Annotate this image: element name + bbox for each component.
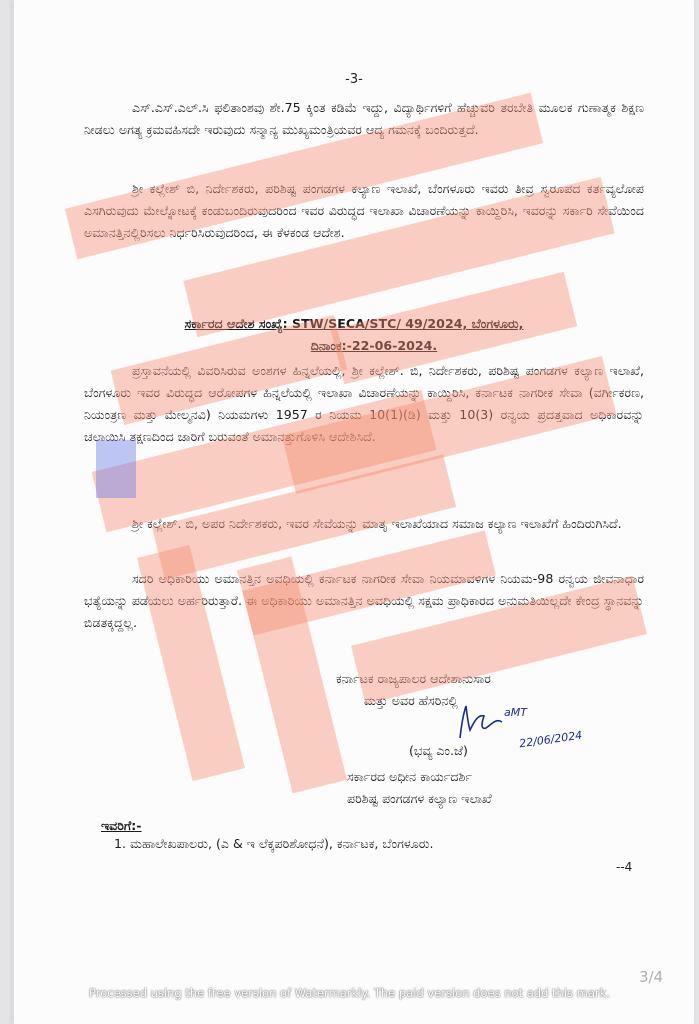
- paragraph-ssLC-results: ಎಸ್.ಎಸ್.ಎಲ್.ಸಿ ಫಲಿತಾಂಶವು ಶೇ.75 ಕ್ಕಿಂತ ಕಡಿಮೆ ಇದ್ದು, ವಿದ್ಯಾರ್ಥಿಗಳಿಗೆ ಹೆಚ್ಚುವರಿ ತರಬೇತಿ ಮೂಲಕ ಗುಣಾತ್ಮಕ ಶಿಕ್ಷಣ ನೀಡಲು ಅಗತ್ಯ ಕ್ರಮವಹಿಸದೇ ಇರುವುದು ಸನ್ಮಾನ್ಯ ಮುಖ್ಯಮಂತ್ರಿಯವರ ಆದ್ಯ ಗಮನಕ್ಕೆ ಬಂದಿರುತ್ತದೆ.: [84, 100, 644, 137]
- signature-line-governor: ಕರ್ನಾಟಕ ರಾಜ್ಯಪಾಲರ ಆದೇಶಾನುಸಾರ: [336, 671, 491, 686]
- document-page: [14, 0, 694, 1024]
- watermark-blue-patch: [96, 440, 136, 498]
- signer-name: (ಭವ್ಯ ಎಂ.ಜೆ): [409, 743, 468, 758]
- paragraph-service-returned: ಶ್ರೀ ಕಲ್ಲೇಶ್. ಬಿ, ಅಪರ ನಿರ್ದೇಶಕರು, ಇವರ ಸೇವೆಯನ್ನು ಮಾತೃ ಇಲಾಖೆಯಾದ ಸಮಾಜ ಕಲ್ಯಾಣ ಇಲಾಖೆಗೆ ಹಿಂದಿರುಗಿಸಿದೆ.: [132, 516, 622, 531]
- signature-initials: aMT: [504, 706, 527, 719]
- order-number: ಸರ್ಕಾರದ ಆದೇಶ ಸಂಖ್ಯೆ: STW/SECA/STC/ 49/2024, ಬೆಂಗಳೂರು,: [184, 316, 524, 331]
- watermark-notice: Processed using the free version of Watermarkly. The paid version does not add this mark.: [89, 986, 610, 1000]
- signer-department: ಪರಿಶಿಷ್ಟ ಪಂಗಡಗಳ ಕಲ್ಯಾಣ ಇಲಾಖೆ: [347, 791, 492, 806]
- paragraph-subsistence-allowance: ಸದರಿ ಅಧಿಕಾರಿಯು ಅಮಾನತ್ತಿನ ಅವಧಿಯಲ್ಲಿ ಕರ್ನಾಟಕ ನಾಗರೀಕ ಸೇವಾ ನಿಯಮಾವಳಿಗಳ ನಿಯಮ-98 ರನ್ವಯ ಜೀವನಾಧಾರ ಭತ್ಯೆಯನ್ನು ಪಡೆಯಲು ಅರ್ಹರಿರುತ್ತಾರೆ. ಈ ಅಧಿಕಾರಿಯು ಅಮಾನತ್ತಿನ ಅವಧಿಯಲ್ಲಿ ಸಕ್ಷಮ ಪ್ರಾಧಿಕಾರದ ಅನುಮತಿಯಿಲ್ಲದೇ ಕೇಂದ್ರ ಸ್ಥಾನವನ್ನು ಬಿಡತಕ್ಕದ್ದಲ್ಲ.: [84, 571, 644, 630]
- order-date: ದಿನಾಂಕ:-22-06-2024.: [310, 338, 438, 353]
- page-count: 3/4: [639, 968, 664, 986]
- paragraph-suspension-order: ಪ್ರಸ್ತಾವನೆಯಲ್ಲಿ ವಿವರಿಸಿರುವ ಅಂಶಗಳ ಹಿನ್ನಲೆಯಲ್ಲಿ, ಶ್ರೀ ಕಲ್ಲೇಶ್. ಬಿ, ನಿರ್ದೇಶಕರು, ಪರಿಶಿಷ್ಟ ಪಂಗಡಗಳ ಕಲ್ಯಾಣ ಇಲಾಖೆ, ಬೆಂಗಳೂರು ಇವರ ವಿರುದ್ಧದ ಆರೋಪಗಳ ಹಿನ್ನಲೆಯಲ್ಲಿ ಇಲಾಖಾ ವಿಚಾರಣೆಯನ್ನು ಕಾಯ್ದಿರಿಸಿ, ಕರ್ನಾಟಕ ನಾಗರೀಕ ಸೇವಾ (ವರ್ಗೀಕರಣ, ನಿಯಂತ್ರಣ ಮತ್ತು ಮೇಲ್ಮನವಿ) ನಿಯಮಗಳು 1957 ರ ನಿಯಮ 10(1)(ಡಿ) ಮತ್ತು 10(3) ರನ್ವಯ ಪ್ರದತ್ತವಾದ ಅಧಿಕಾರವನ್ನು ಚಲಾಯಿಸಿ ತಕ್ಷಣದಿಂದ ಜಾರಿಗೆ ಬರುವಂತೆ ಅಮಾನತ್ತುಗೊಳಿಸಿ ಆದೇಶಿಸಿದೆ.: [84, 363, 644, 444]
- signature-date: 22/06/2024: [518, 728, 584, 751]
- cc-heading: ಇವರಿಗೆ:-: [101, 818, 142, 833]
- cc-item: 1. ಮಹಾಲೇಖಪಾಲರು, (ಎ & ಇ ಲೆಕ್ಕಪರಿಶೋಧನೆ), ಕರ್ನಾಟಕ, ಬೆಂಗಳೂರು.: [114, 836, 434, 851]
- page-marker: -3-: [345, 72, 363, 87]
- paragraph-dereliction: ಶ್ರೀ ಕಲ್ಲೇಶ್ ಬಿ, ನಿರ್ದೇಶಕರು, ಪರಿಶಿಷ್ಟ ಪಂಗಡಗಳ ಕಲ್ಯಾಣ ಇಲಾಖೆ, ಬೆಂಗಳೂರು ಇವರು ತೀವ್ರ ಸ್ವರೂಪದ ಕರ್ತವ್ಯಲೋಪ ಎಸಗಿರುವುದು ಮೇಲ್ನೋಟಕ್ಕೆ ಕಂಡುಬಂದಿರುವುದರಿಂದ ಇವರ ವಿರುದ್ಧದ ಇಲಾಖಾ ವಿಚಾರಣೆಯನ್ನು ಕಾಯ್ದಿರಿಸಿ, ಇವರನ್ನು ಸರ್ಕಾರಿ ಸೇವೆಯಿಂದ ಅಮಾನತ್ತಿನಲ್ಲಿರಿಸಲು ನಿರ್ಧರಿಸಿರುವುದರಿಂದ, ಈ ಕೆಳಕಂಡ ಆದೇಶ.: [84, 181, 644, 240]
- next-page-marker: --4: [616, 860, 633, 874]
- signer-designation: ಸರ್ಕಾರದ ಅಧೀನ ಕಾರ್ಯದರ್ಶಿ: [347, 769, 472, 784]
- signature-line-name: ಮತ್ತು ಅವರ ಹೆಸರಿನಲ್ಲಿ: [364, 693, 458, 708]
